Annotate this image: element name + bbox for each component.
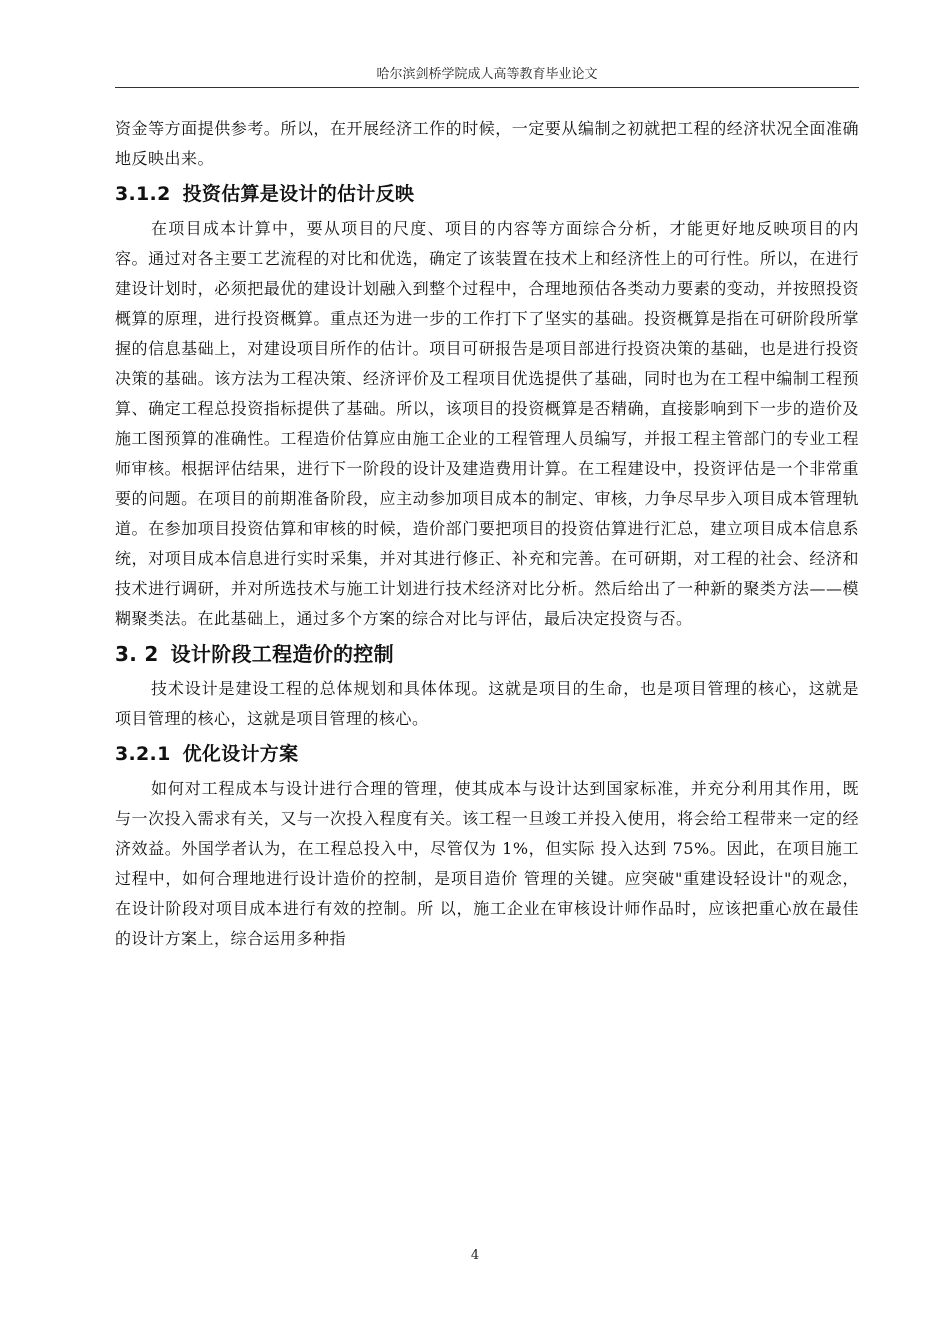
page-body	[115, 114, 859, 954]
section-title: 优化设计方案	[182, 743, 299, 765]
paragraph-design-stage: 技术设计是建设工程的总体规划和具体体现。这就是项目的生命，也是项目管理的核心，这就是项目管理的核心，这就是项目管理的核心。	[115, 679, 859, 728]
section-heading-3-1-2	[115, 174, 859, 214]
section-title: 设计阶段工程造价的控制	[170, 642, 394, 666]
section-number: 3.1.2	[115, 183, 171, 205]
paragraph-investment-estimate: 在项目成本计算中，要从项目的尺度、项目的内容等方面综合分析，才能更好地反映项目的内容。通过对各主要工艺流程的对比和优选，确定了该装置在技术上和经济性上的可行性。所以，在进行建设计划时，必须把最优的建设计划融入到整个过程中，合理地预估各类动力要素的变动，并按照投资概算的原理，进行投资概算。重点还为进一步的工作打下了坚实的基础。投资概算是指在可研阶段所掌握的信息基础上，对建设项目所作的估计。项目可研报告是项目部进行投资决策的基础，也是进行投资决策的基础。该方法为工程决策、经济评价及工程项目优选提供了基础，同时也为在工程中编制工程预算、确定工程总投资指标提供了基础。所以，该项目的投资概算是否精确，直接影响到下一步的造价及施工图预算的准确性。工程造价估算应由施工企业的工程管理人员编写，并报工程主管部门的专业工程师审核。根据评估结果，进行下一阶段的设计及建造费用计算。在工程建设中，投资评估是一个非常重要的问题。在项目的前期准备阶段，应主动参加项目成本的制定、审核，力争尽早步入项目成本管理轨道。在参加项目投资估算和审核的时候，造价部门要把项目的投资估算进行汇总，建立项目成本信息系统，对项目成本信息进行实时采集，并对其进行修正、补充和完善。在可研期，对工程的社会、经济和技术进行调研，并对所选技术与施工计划进行技术经济对比分析。然后给出了一种新的聚类方法——模糊聚类法。在此基础上，通过多个方案的综合对比与评估，最后决定投资与否。	[115, 219, 859, 628]
page-number: 4	[470, 1248, 480, 1263]
section-heading-3-2	[115, 634, 859, 674]
running-header: 哈尔滨剑桥学院成人高等教育毕业论文	[376, 67, 598, 82]
section-number: 3.2.1	[115, 743, 171, 765]
section-heading-3-2-1	[115, 734, 859, 774]
header-divider	[115, 87, 859, 88]
section-title: 投资估算是设计的估计反映	[182, 183, 415, 205]
paragraph-optimize-design: 如何对工程成本与设计进行合理的管理，使其成本与设计达到国家标准，并充分利用其作用，既与一次投入需求有关，又与一次投入程度有关。该工程一旦竣工并投入使用，将会给工程带来一定的经济效益。外国学者认为，在工程总投入中，尽管仅为 1%，但实际 投入达到 75%。因此，在项目施工过程中，如何合理地进行设计造价的控制，是项目造价 管理的关键。应突破"重建设轻设计"的观念，在设计阶段对项目成本进行有效的控制。所 以，施工企业在审核设计师作品时，应该把重心放在最佳的设计方案上，综合运用多种指	[115, 779, 859, 948]
paragraph-continuation: 资金等方面提供参考。所以，在开展经济工作的时候，一定要从编制之初就把工程的经济状况全面准确地反映出来。	[115, 119, 859, 168]
section-number: 3. 2	[115, 642, 159, 666]
